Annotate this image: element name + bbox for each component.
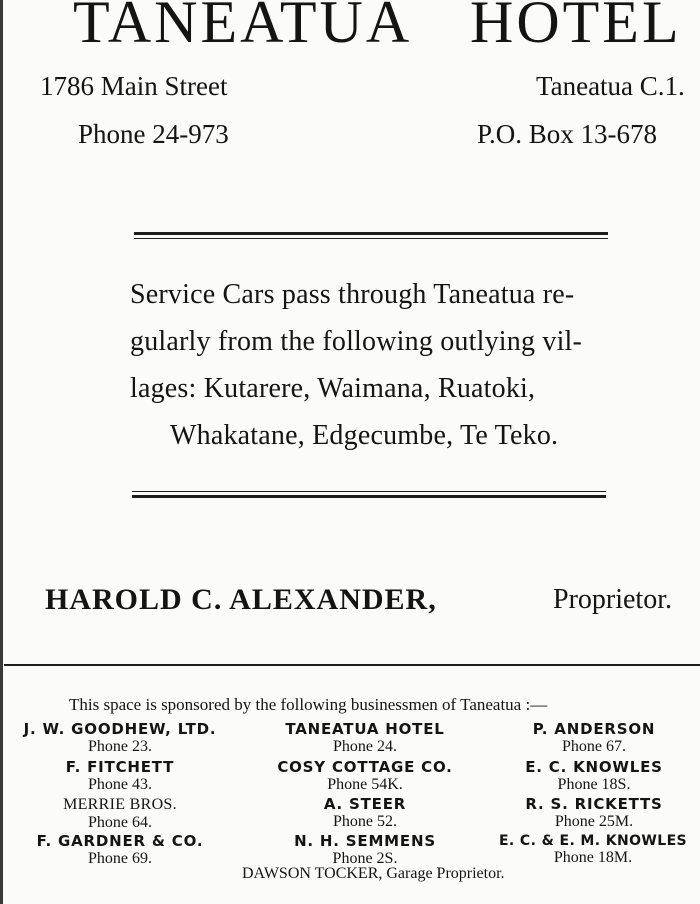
footer-sponsor-line bbox=[242, 866, 505, 882]
sponsor-listing bbox=[255, 834, 475, 867]
notice-line-2: gularly from the following outlying vil- bbox=[130, 326, 583, 357]
notice-line-1: Service Cars pass through Taneatua re- bbox=[130, 279, 575, 310]
sponsor-name: E. C. KNOWLES bbox=[525, 758, 663, 776]
sponsor-phone: Phone 18S. bbox=[557, 776, 631, 793]
sponsor-phone: Phone 67. bbox=[562, 738, 626, 755]
sponsor-name: COSY COTTAGE CO. bbox=[277, 758, 453, 776]
notice-line-4: Whakatane, Edgecumbe, Te Teko. bbox=[170, 420, 559, 451]
sponsor-listing bbox=[10, 760, 230, 793]
sponsor-phone: Phone 18M. bbox=[553, 849, 633, 866]
upper-rule-thick bbox=[134, 232, 608, 235]
sponsor-listing bbox=[10, 834, 230, 867]
sponsor-phone: Phone 43. bbox=[88, 776, 152, 793]
sponsor-phone: Phone 2S. bbox=[332, 850, 398, 867]
sponsor-phone: Phone 69. bbox=[88, 850, 152, 867]
sponsor-listing bbox=[488, 760, 700, 793]
sponsor-phone: Phone 23. bbox=[88, 738, 152, 755]
sponsor-name: N. H. SEMMENS bbox=[294, 832, 436, 850]
sponsor-listing bbox=[255, 797, 475, 830]
sponsor-listing bbox=[486, 834, 700, 866]
sponsor-name: TANEATUA HOTEL bbox=[285, 720, 445, 738]
sponsor-phone: Phone 54K. bbox=[327, 776, 403, 793]
po-box: P.O. Box 13-678 bbox=[477, 119, 658, 149]
street-address: 1786 Main Street bbox=[40, 71, 228, 101]
sponsor-listing bbox=[488, 722, 700, 755]
sponsor-listing bbox=[10, 722, 230, 755]
sponsor-phone: Phone 25M. bbox=[554, 813, 634, 830]
sponsor-name: F. GARDNER & CO. bbox=[36, 832, 204, 850]
sponsor-listing bbox=[10, 797, 230, 831]
sponsor-name: R. S. RICKETTS bbox=[525, 795, 663, 813]
sponsor-phone: Phone 52. bbox=[333, 813, 397, 830]
lower-rule-thin bbox=[132, 491, 606, 492]
upper-rule-thin bbox=[134, 238, 608, 239]
proprietor-name: HAROLD C. ALEXANDER, bbox=[45, 583, 437, 616]
proprietor-title: Proprietor. bbox=[553, 584, 672, 615]
footer-sponsor-name: DAWSON TOCKER, bbox=[242, 865, 383, 882]
hotel-title-right: HOTEL bbox=[470, 0, 682, 55]
sponsor-name: E. C. & E. M. KNOWLES bbox=[498, 833, 688, 849]
sponsor-name: A. STEER bbox=[323, 795, 407, 813]
notice-line-3: lages: Kutarere, Waimana, Ruatoki, bbox=[130, 373, 536, 404]
lower-rule-thick bbox=[132, 495, 606, 498]
sponsor-phone: Phone 24. bbox=[333, 738, 397, 755]
page-edge-line bbox=[0, 0, 3, 904]
sponsor-intro: This space is sponsored by the following businessmen of Taneatua :— bbox=[69, 695, 548, 714]
hotel-title-left: TANEATUA bbox=[73, 0, 413, 55]
sponsor-name: P. ANDERSON bbox=[532, 720, 656, 738]
sponsor-listing bbox=[255, 722, 475, 755]
sponsor-phone: Phone 64. bbox=[88, 814, 152, 831]
hotel-phone: Phone 24-973 bbox=[78, 119, 229, 149]
sponsor-name: J. W. GOODHEW, LTD. bbox=[23, 720, 217, 738]
sponsor-listing bbox=[488, 797, 700, 830]
sponsor-listing bbox=[255, 760, 475, 793]
sponsor-name: F. FITCHETT bbox=[65, 758, 175, 776]
sponsor-name: MERRIE BROS. bbox=[63, 796, 177, 813]
town-address: Taneatua C.1. bbox=[536, 71, 685, 101]
footer-sponsor-role: Garage Proprietor. bbox=[382, 865, 505, 882]
section-separator bbox=[4, 664, 700, 666]
